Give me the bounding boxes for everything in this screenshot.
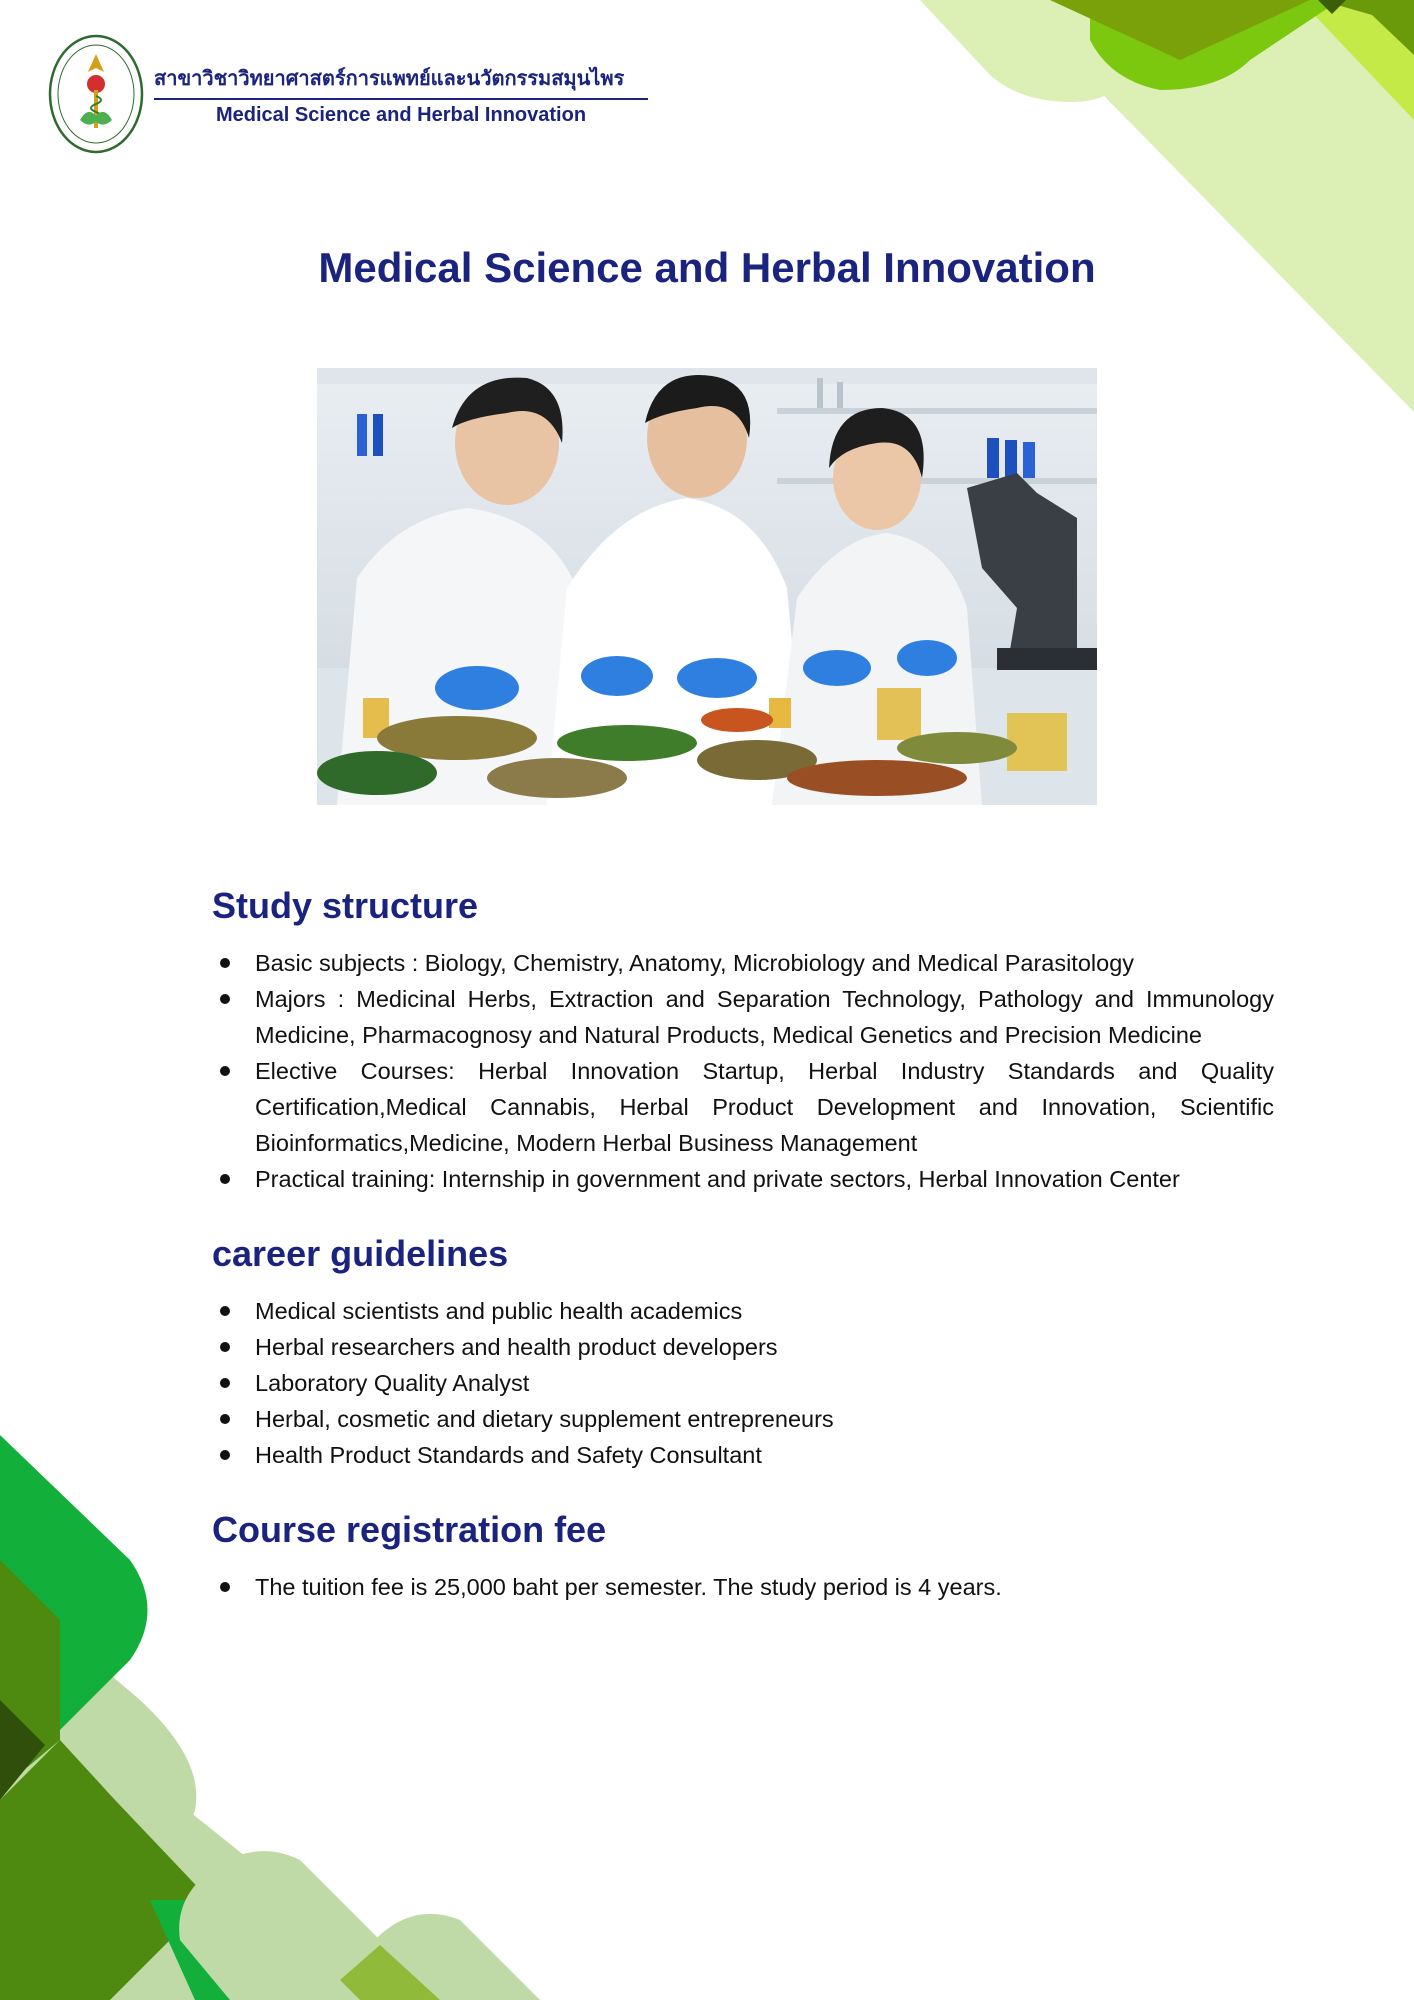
header-english-title: Medical Science and Herbal Innovation <box>215 104 587 126</box>
list-item: Herbal researchers and health product developers <box>212 1329 1274 1365</box>
career-guidelines-section <box>212 1233 1274 1473</box>
header-text <box>154 62 648 127</box>
career-guidelines-list <box>212 1293 1274 1473</box>
list-item: The tuition fee is 25,000 baht per semester. The study period is 4 years. <box>212 1569 1274 1605</box>
registration-fee-section <box>212 1509 1274 1605</box>
lab-researchers-photo <box>317 368 1097 805</box>
university-seal-logo <box>46 32 146 156</box>
study-structure-list <box>212 945 1274 1197</box>
list-item: Basic subjects : Biology, Chemistry, Anatomy, Microbiology and Medical Parasitology <box>212 945 1274 981</box>
list-item: Laboratory Quality Analyst <box>212 1365 1274 1401</box>
registration-fee-heading: Course registration fee <box>212 1509 607 1550</box>
content-area <box>212 885 1274 1641</box>
list-item: Herbal, cosmetic and dietary supplement entrepreneurs <box>212 1401 1274 1437</box>
list-item: Practical training: Internship in government and private sectors, Herbal Innovation Center <box>212 1161 1274 1197</box>
page-title: Medical Science and Herbal Innovation <box>318 244 1096 291</box>
top-right-leaf-decoration <box>920 0 1414 412</box>
study-structure-section <box>212 885 1274 1197</box>
study-structure-heading: Study structure <box>212 885 479 926</box>
registration-fee-list <box>212 1569 1274 1605</box>
list-item: Majors : Medicinal Herbs, Extraction and Separation Technology, Pathology and Immunology Medicine, Pharmacognosy and Natural Products, Medical Genetics and Precision Medicine <box>212 981 1274 1053</box>
career-guidelines-heading: career guidelines <box>212 1233 509 1274</box>
list-item: Medical scientists and public health academics <box>212 1293 1274 1329</box>
list-item: Health Product Standards and Safety Consultant <box>212 1437 1274 1473</box>
list-item: Elective Courses: Herbal Innovation Startup, Herbal Industry Standards and Quality Certification,Medical Cannabis, Herbal Product Development and Innovation, Scientific Bioinformatics,Medicine, Modern Herbal Business Management <box>212 1053 1274 1161</box>
header-thai-title: สาขาวิชาวิทยาศาสตร์การแพทย์และนวัตกรรมสมุนไพร <box>154 62 648 100</box>
